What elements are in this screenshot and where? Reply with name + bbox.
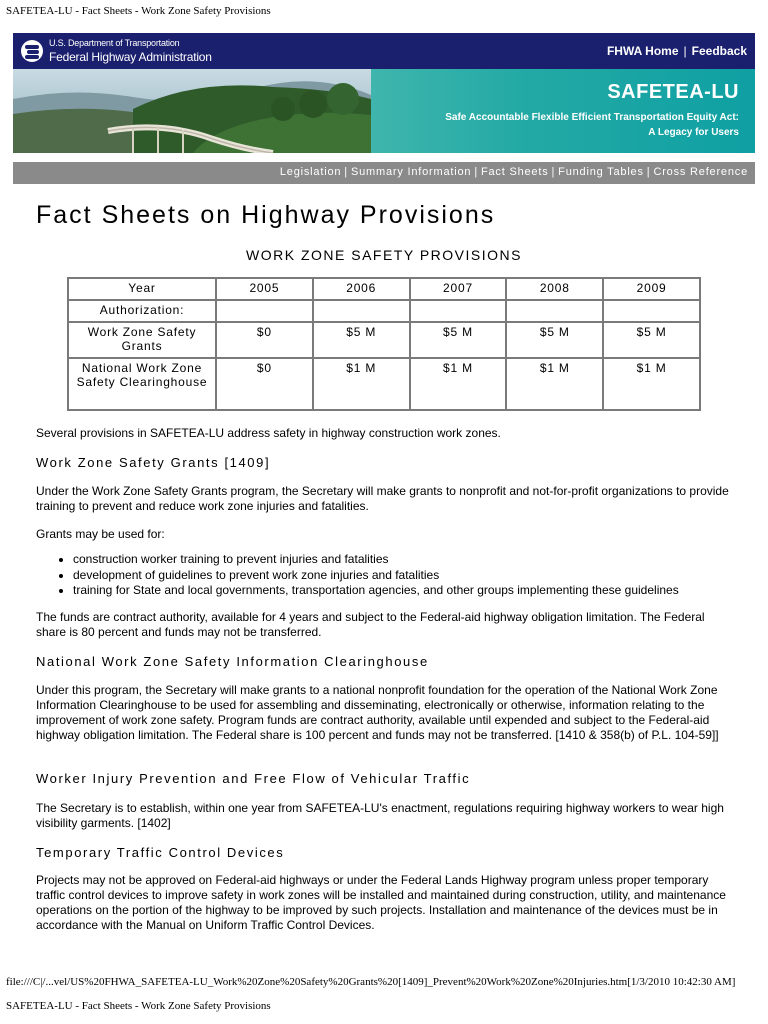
- grants-use-intro: Grants may be used for:: [36, 527, 165, 541]
- table-header-cell: 2007: [410, 278, 507, 300]
- traffic-control-paragraph: Projects may not be approved on Federal-aid highways or under the Federal Lands Highway program unless proper temporary traffic control devices to improve safety in work zones will be installed and maintained during construction, utility, and maintenance operations on the portion of the highway to be improved by such projects. Installation and maintenance of the devices must be in accordance with the Manual on Uniform Traffic Control Devices.: [36, 873, 726, 932]
- nav-fact-sheets[interactable]: Fact Sheets: [481, 166, 549, 178]
- row-label: National Work Zone Safety Clearinghouse: [68, 358, 216, 410]
- table-cell: $1 M: [603, 358, 700, 410]
- table-header-year: Year: [68, 278, 216, 300]
- funding-terms-paragraph: The funds are contract authority, available for 4 years and subject to the Federal-aid highway obligation limitation. The Federal share is 80 percent and funds may not be transferred.: [36, 610, 705, 639]
- grants-uses-list: [36, 552, 679, 599]
- table-cell: [410, 300, 507, 322]
- funding-table: [67, 277, 701, 411]
- injury-prevention-paragraph: The Secretary is to establish, within one year from SAFETEA-LU's enactment, regulations requiring highway workers to wear high visibility garments. [1402]: [36, 801, 724, 830]
- banner-top-bar: [13, 33, 755, 69]
- row-label: Work Zone Safety Grants: [68, 322, 216, 358]
- table-cell: $5 M: [506, 322, 603, 358]
- nav-bar: [13, 162, 755, 184]
- dot-logo-icon[interactable]: [21, 40, 43, 62]
- table-cell: $5 M: [603, 322, 700, 358]
- table-header-cell: 2009: [603, 278, 700, 300]
- brand-subtitle-2: A Legacy for Users: [648, 127, 739, 138]
- section-heading-grants: Work Zone Safety Grants [1409]: [36, 455, 271, 470]
- link-separator: |: [683, 44, 687, 58]
- table-cell: $0: [216, 358, 313, 410]
- clearinghouse-paragraph: Under this program, the Secretary will make grants to a national nonprofit foundation for the operation of the National Work Zone Information Clearinghouse to be used for assembling and disseminating, electronically or otherwise, information relating to the improvement of work zone safety. Program funds are contract authority, available until expended and subject to the Federal-aid highway obligation limitation. The Federal share is 100 percent and funds may not be transferred. [1410 & 358(b) of P.L. 104-59]]: [36, 683, 719, 742]
- table-cell: [216, 300, 313, 322]
- list-item: • construction worker training to prevent injuries and fatalities: [73, 552, 679, 568]
- nav-legislation[interactable]: Legislation: [279, 166, 342, 178]
- section-heading-injury-prevention: Worker Injury Prevention and Free Flow of Vehicular Traffic: [36, 771, 471, 786]
- print-footer-url: file:///C|/...vel/US%20FHWA_SAFETEA-LU_Work%20Zone%20Safety%20Grants%20[1409]_Prevent%20Work%20Zone%20Injuries.htm[1/3/2010 10:42:30 AM]: [6, 976, 736, 988]
- print-header: SAFETEA-LU - Fact Sheets - Work Zone Safety Provisions: [6, 5, 271, 17]
- site-banner: [13, 33, 755, 153]
- table-header-cell: 2005: [216, 278, 313, 300]
- table-header-row: [68, 278, 700, 300]
- top-links: [607, 44, 747, 58]
- list-item: • development of guidelines to prevent work zone injuries and fatalities: [73, 568, 679, 584]
- table-cell: $1 M: [506, 358, 603, 410]
- table-cell: $5 M: [313, 322, 410, 358]
- table-row: [68, 300, 700, 322]
- table-cell: $0: [216, 322, 313, 358]
- table-row: [68, 358, 700, 410]
- table-cell: $1 M: [410, 358, 507, 410]
- fhwa-home-link[interactable]: FHWA Home: [606, 44, 679, 58]
- print-footer-title: SAFETEA-LU - Fact Sheets - Work Zone Safety Provisions: [6, 1000, 271, 1012]
- table-header-cell: 2008: [506, 278, 603, 300]
- brand-title: SAFETEA-LU: [607, 81, 739, 103]
- table-cell: [603, 300, 700, 322]
- nav-separator: |: [344, 166, 348, 178]
- table-cell: [506, 300, 603, 322]
- page-subtitle: WORK ZONE SAFETY PROVISIONS: [246, 247, 522, 263]
- table-row: [68, 322, 700, 358]
- highway-bridge-image: [13, 69, 371, 153]
- section-heading-traffic-control: Temporary Traffic Control Devices: [36, 845, 285, 860]
- brand-subtitle-1: Safe Accountable Flexible Efficient Transportation Equity Act:: [445, 112, 739, 123]
- nav-summary-information[interactable]: Summary Information: [350, 166, 472, 178]
- grants-paragraph: Under the Work Zone Safety Grants program, the Secretary will make grants to nonprofit and not-for-profit organizations to provide training to prevent and reduce work zone injuries and fatalities.: [36, 484, 729, 513]
- nav-separator: |: [551, 166, 556, 178]
- page-title: Fact Sheets on Highway Provisions: [36, 201, 496, 229]
- table-cell: $5 M: [410, 322, 507, 358]
- section-heading-clearinghouse: National Work Zone Safety Information Clearinghouse: [36, 654, 429, 669]
- nav-separator: |: [474, 166, 478, 178]
- intro-paragraph: Several provisions in SAFETEA-LU address safety in highway construction work zones.: [36, 426, 501, 440]
- nav-links: [280, 166, 748, 178]
- agency-name-line1: U.S. Department of Transportation: [49, 38, 180, 48]
- list-item: • training for State and local governments, transportation agencies, and other groups implementing these guidelines: [73, 583, 679, 599]
- nav-funding-tables[interactable]: Funding Tables: [558, 166, 644, 178]
- table-cell: $1 M: [313, 358, 410, 410]
- table-header-cell: 2006: [313, 278, 410, 300]
- nav-cross-reference[interactable]: Cross Reference: [653, 166, 748, 178]
- feedback-link[interactable]: Feedback: [691, 44, 747, 58]
- table-cell: [313, 300, 410, 322]
- agency-name-line2: Federal Highway Administration: [49, 50, 212, 64]
- banner-brand-panel: [371, 69, 755, 153]
- row-label: Authorization:: [68, 300, 216, 322]
- nav-separator: |: [646, 166, 651, 178]
